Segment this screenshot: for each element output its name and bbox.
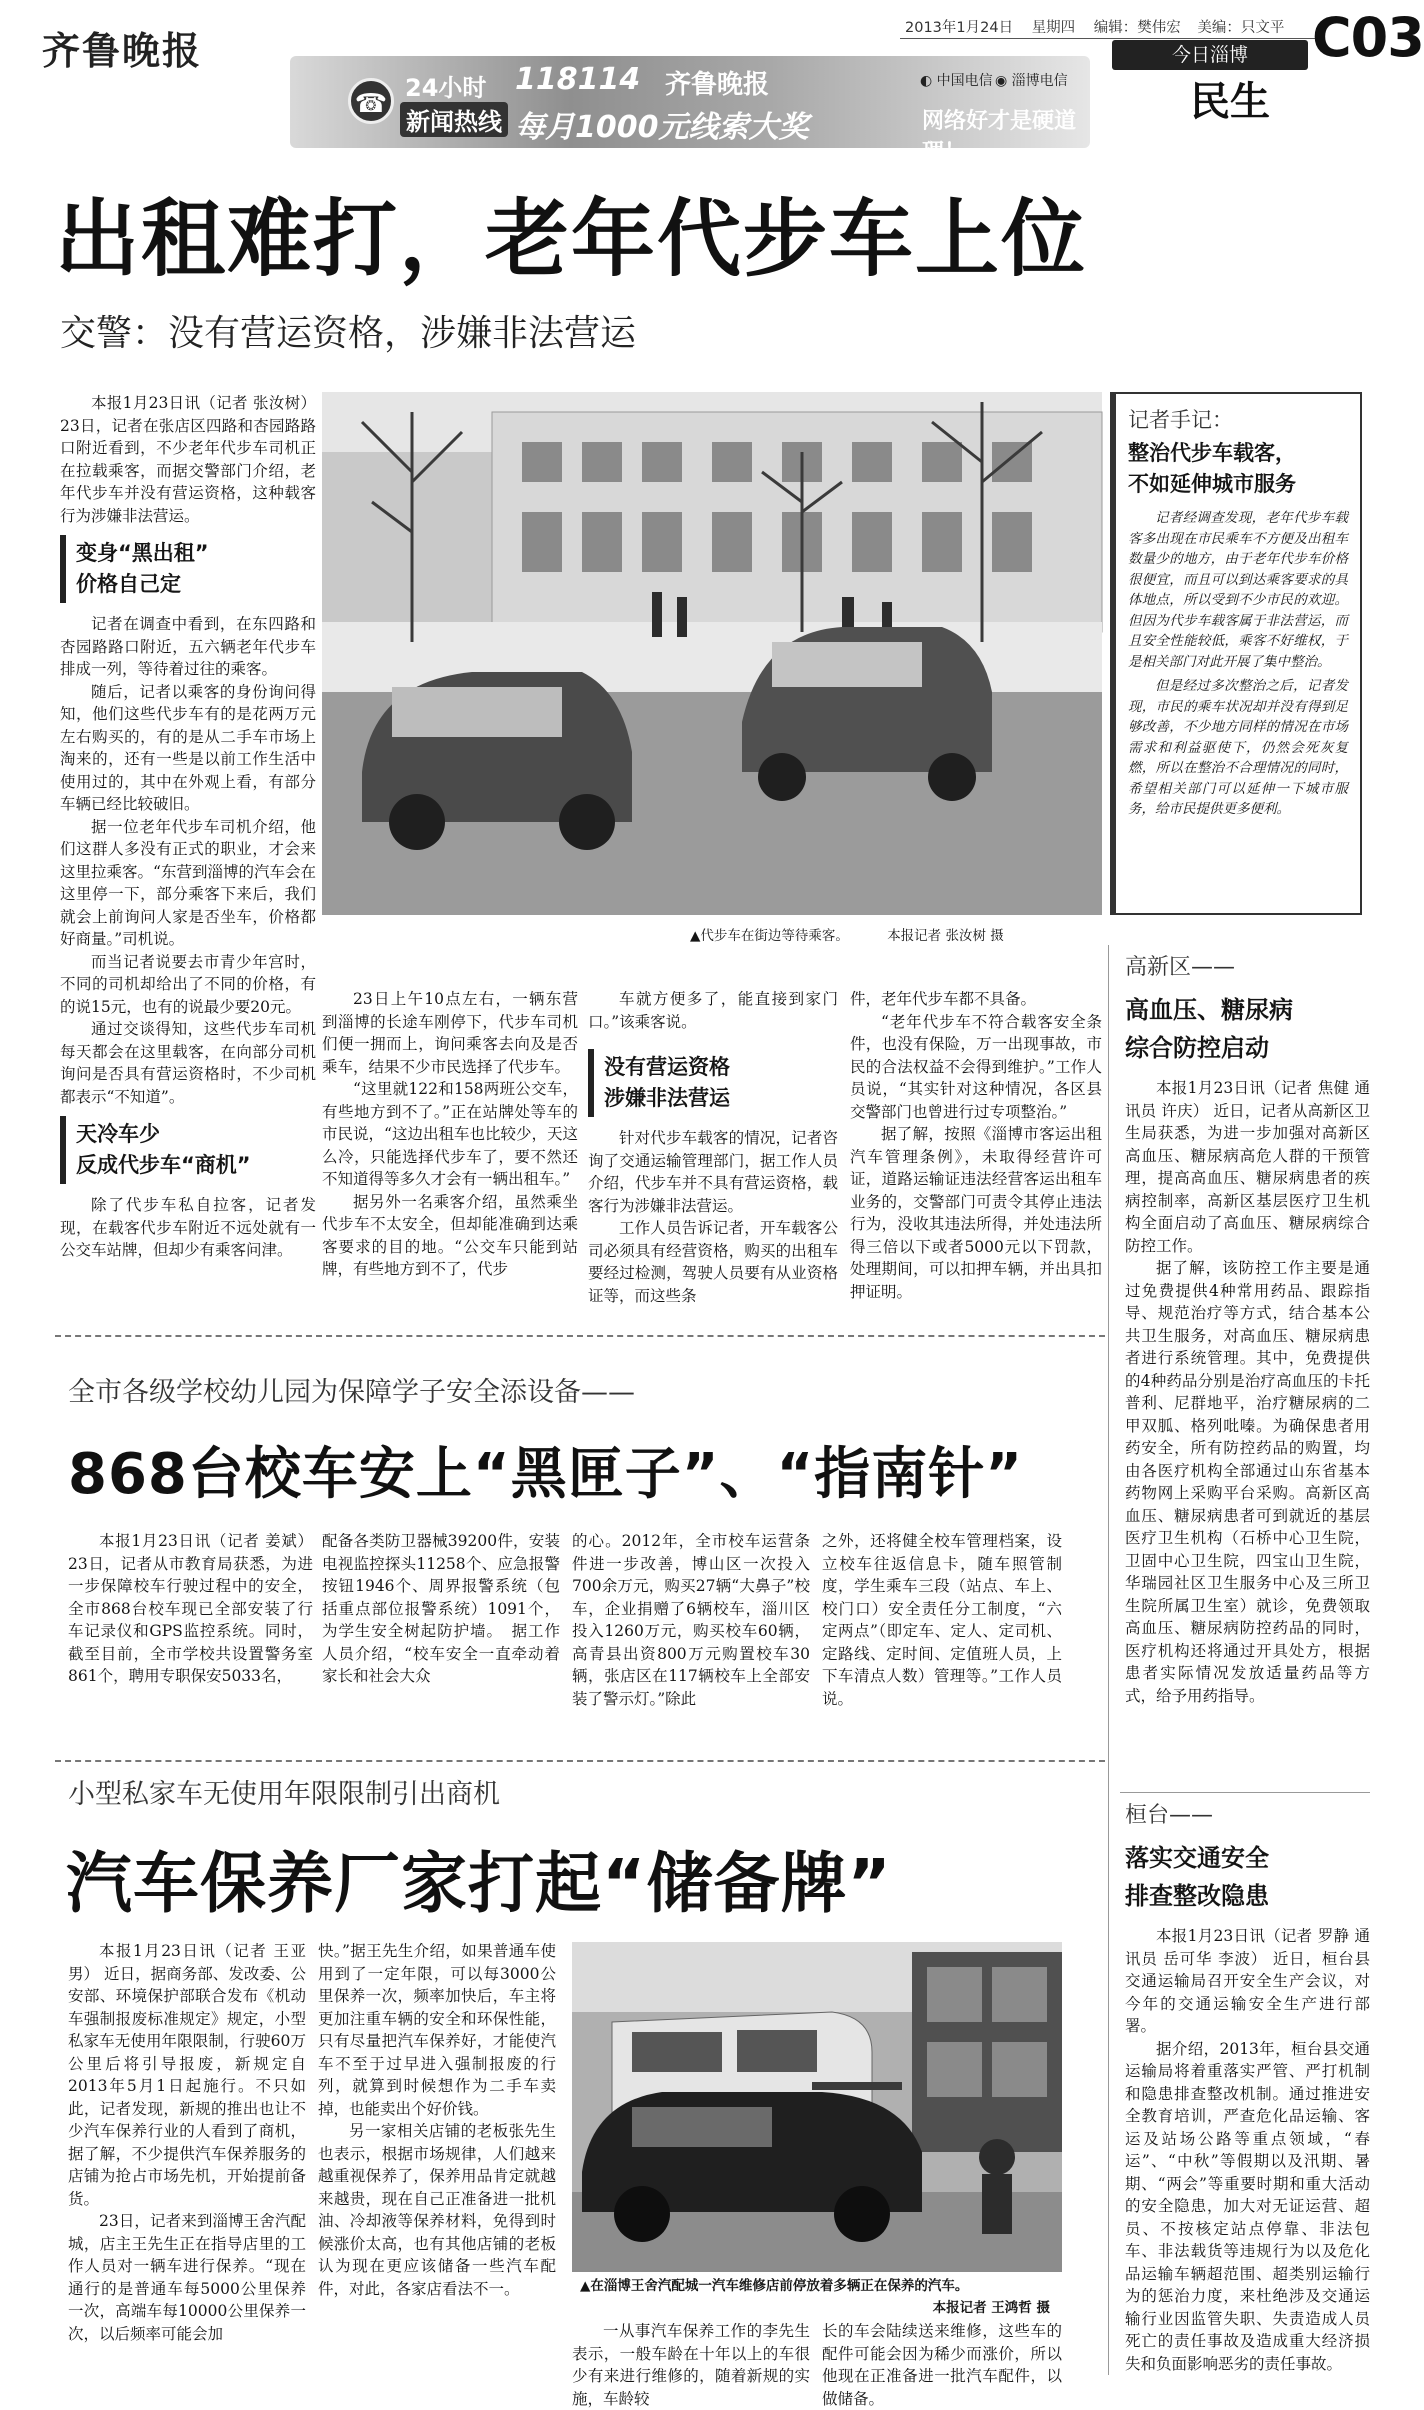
lead-photo-caption: ▲代步车在街边等待乘客。 本报记者 张汝树 摄: [690, 928, 1004, 944]
lead-paragraph: 23日上午10点左右，一辆东营到淄博的长途车刚停下，代步车司机们便一拥而上，询问乘客去向及是否乘车，结果不少市民选择了代步车。: [322, 990, 578, 1076]
sidebar-title: 高血压、糖尿病 综合防控启动: [1125, 996, 1293, 1062]
sidebar-story-gaoxin: [1125, 950, 1370, 1790]
school-headline: 868台校车安上“黑匣子”、“指南针”: [68, 1442, 1024, 1507]
issue-meta: [905, 16, 1284, 37]
car-column-1: [68, 1940, 306, 2370]
commentary-paragraph: 但是经过多次整治之后，记者发现，市民的乘车状况却并没有得到足够改善，不少地方同样的情况在市场需求和利益驱使下，仍然会死灰复燃，所以在整治不合理情况的同时，希望相关部门可以延伸一下城市服务，给市民提供更多便利。: [1128, 678, 1348, 817]
lead-subhead: 交警：没有营运资格，涉嫌非法营运: [60, 313, 637, 354]
sidebar-divider: [1108, 945, 1109, 2375]
banner-logo: 齐鲁晚报: [665, 70, 770, 100]
lead-column-4: [850, 988, 1102, 1328]
commentary-paragraph: 记者经调查发现，老年代步车载客多出现在市民乘车不方便及出租车数量少的地方，由于老年代步车价格很便宜，而且可以到达乘客要求的具体地点，所以受到不少市民的欢迎。但因为代步车载客属于非法营运，而且安全性能较低，乘客不好维权，于是相关部门对此开展了集中整治。: [1128, 510, 1348, 670]
section-title: 民生: [1190, 79, 1270, 125]
lead-paragraph: “这里就122和158两班公交车，有些地方到不了。”正在站牌处等车的市民说，“这边出租车也比较少，天这么冷，只能选择代步车了，要不然还不知道得等多久才会有一辆出租车。”: [322, 1080, 578, 1188]
sidebar-section-divider: [1120, 1792, 1370, 1793]
lead-subhead-1: 变身“黑出租” 价格自己定: [60, 535, 316, 603]
street-scene-illustration: [322, 392, 1102, 915]
car-column-2: [318, 1940, 556, 2370]
lead-paragraph: 车就方便多了，能直接到家门口。”该乘客说。: [588, 990, 838, 1031]
school-column-4: [822, 1530, 1062, 1760]
school-paragraph: 配备各类防卫器械39200件，安装电视监控探头11258个、应急报警按钮1946个、周界报警系统（包括重点部位报警系统）1091个，为学生安全树起防护墙。 据工作人员介绍，“校车安全一直牵动着家长和社会大众: [322, 1532, 560, 1685]
school-column-2: [322, 1530, 560, 1760]
phone-icon: ☎: [348, 78, 394, 124]
telecom-icon: ◐: [920, 73, 933, 89]
sidebar-paragraph: 据介绍，2013年，桓台县交通运输局将着重落实严管、严打机制和隐患排查整改机制。通过推进安全教育培训，严查危化品运输、客运及站场公路等重点领域，“春运”、“中秋”等假期以及汛期、暑期、“两会”等重要时期和重大活动的安全隐患，加大对无证运营、超员、不按核定站点停靠、非法包车、非法载货等违规行为以及危化品运输车辆超范围、超类别运输行为的惩治力度，来杜绝涉及交通运输行业因监管失职、失责造成人员死亡的责任事故及造成重大经济损失和负面影响恶劣的责任事故。: [1125, 2039, 1370, 2373]
masthead-logo: 齐鲁晚报: [42, 28, 203, 73]
section-divider: [55, 1760, 1105, 1762]
lead-paragraph: 工作人员告诉记者，开车载客公司必须具有经营资格，购买的出租车要经过检测，驾驶人员要有从业资格证等，而这些条: [588, 1219, 838, 1305]
commentary-tag: 记者手记：: [1128, 408, 1233, 432]
lead-column-3: [588, 988, 838, 1328]
sidebar-paragraph: 据了解，该防控工作主要是通过免费提供4种常用药品、跟踪指导、规范治疗等方式，结合基本公共卫生服务，对高血压、糖尿病患者进行系统管理。其中，免费提供的4种药品分别是治疗高血压的卡托普利、尼群地平，治疗糖尿病的二甲双胍、格列吡嗪。为确保患者用药安全，所有防控药品的购置，均由各医疗机构全部通过山东省基本药物网上采购平台采购。高新区高血压、糖尿病患者可到就近的基层医疗卫生机构（石桥中心卫生院，卫固中心卫生院，四宝山卫生院，华瑞园社区卫生服务中心及三所卫生院所属卫生室）就诊，免费领取高血压、糖尿病防控药品的同时，医疗机构还将通过开具处方，根据患者实际情况发放适量药品等方式，给予用药指导。: [1125, 1259, 1370, 1705]
sidebar-title: 落实交通安全 排查整改隐患: [1125, 1844, 1269, 1910]
banner-slogan: 网络好才是硬道理！: [922, 109, 1077, 165]
sidebar-paragraph: 本报1月23日讯（记者 焦健 通讯员 许庆） 近日，记者从高新区卫生局获悉，为进一步加强对高新区高血压、糖尿病高危人群的干预管理，提高高血压、糖尿病患者的疾病控制率，高新区基层医疗卫生机构全面启动了高血压、糖尿病综合防控工作。: [1125, 1079, 1370, 1255]
lead-paragraph: “老年代步车不符合载客安全条件，也没有保险，万一出现事故，市民的合法权益不会得到维护。”工作人员说，“其实针对这种情况，各区县交警部门也曾进行过专项整治。”: [850, 1012, 1102, 1121]
car-paragraph: 长的车会陆续送来维修，这些车的配件可能会因为稀少而涨价，所以他现在正准备进一批汽车配件，以做储备。: [822, 2322, 1062, 2408]
lead-paragraph: 据了解，按照《淄博市客运出租汽车管理条例》，未取得经营许可证，道路运输证违法经营客运出租车业务的，交警部门可责令其停止违法行为，没收其违法所得，并处违法所得三倍以下或者5000元以下罚款，处理期间，可以扣押车辆，并出具扣押证明。: [850, 1125, 1102, 1301]
lead-subhead-3: 没有营运资格 涉嫌非法营运: [588, 1049, 838, 1117]
sidebar-story-huantai: [1125, 1798, 1370, 2378]
car-headline: 汽车保养厂家打起“储备牌”: [66, 1845, 892, 1922]
weibo-logo: ◉ 淄博电信: [995, 73, 1068, 89]
weibo-icon: ◉: [995, 73, 1008, 89]
lead-paragraph: 针对代步车载客的情况，记者咨询了交通运输管理部门，据工作人员介绍，代步车并不具有营运资格，载客行为涉嫌非法营运。: [588, 1129, 838, 1215]
car-paragraph: 23日，记者来到淄博王舍汽配城，店主王先生正在指导店里的工作人员对一辆车进行保养。“现在通行的是普通车每5000公里保养一次，高端车每10000公里保养一次，以后频率可能会加: [68, 2212, 306, 2343]
page-number: C03: [1312, 6, 1424, 69]
hotline-label-a: 24小时: [405, 74, 487, 102]
hotline-banner: [290, 56, 1090, 165]
school-kicker: 全市各级学校幼儿园为保障学子安全添设备——: [68, 1377, 635, 1408]
lead-intro: 本报1月23日讯（记者 张汝树） 23日，记者在张店区四路和杏园路路口附近看到，不少老年代步车司机正在拉载乘客，而据交警部门介绍，老年代步车并没有营运资格，这种载客行为涉嫌非法营运。: [60, 394, 316, 525]
car-photo: [572, 1942, 1062, 2272]
lead-paragraph: 件，老年代步车都不具备。: [850, 990, 1037, 1008]
lead-paragraph: 而当记者说要去市青少年宫时，不同的司机却给出了不同的价格，有的说15元，也有的说最少要20元。: [60, 952, 316, 1016]
car-paragraph: 本报1月23日讯（记者 王亚男） 近日，据商务部、发改委、公安部、环境保护部联合发布《机动车强制报废标准规定》规定，小型私家车无使用年限限制，行驶60万公里后将引导报废，新规定自2013年5月1日起施行。不只如此，记者发现，新规的推出也让不少汽车保养行业的人看到了商机，据了解，不少提供汽车保养服务的店铺为抢占市场先机，开始提前备货。: [68, 1942, 306, 2208]
hotline-number: 118114: [515, 62, 641, 97]
section-divider: [55, 1335, 1105, 1337]
issue-weekday: 星期四: [1031, 20, 1076, 36]
school-column-3: [572, 1530, 810, 1760]
school-paragraph: 之外，还将健全校车管理档案，设立校车往返信息卡，随车照管制度，学生乘车三段（站点、车上、校门口）安全责任分工制度，“六定两点”（即定车、定人、定司机、定路线、定时间、定值班人员，上下车清点人数）管理等。”工作人员说。: [822, 1532, 1062, 1708]
school-paragraph: 本报1月23日讯（记者 姜斌） 23日，记者从市教育局获悉，为进一步保障校车行驶过程中的安全，全市868台校车现已全部安装了行车记录仪和GPS监控系统。同时，截至目前，全市学校共设置警务室861个，聘用专职保安5033名，: [68, 1532, 313, 1685]
car-paragraph: 一从事汽车保养工作的李先生表示，一般车龄在十年以上的车很少有来进行维修的，随着新规的实施，车龄较: [572, 2322, 810, 2408]
sidebar-paragraph: 本报1月23日讯（记者 罗静 通讯员 岳可华 李波） 近日，桓台县交通运输局召开安全生产会议，对今年的交通运输安全生产进行部署。: [1125, 1927, 1370, 2035]
garage-scene-illustration: [572, 1942, 1062, 2272]
lead-paragraph: 除了代步车私自拉客，记者发现，在载客代步车附近不远处就有一公交车站牌，但却少有乘客问津。: [60, 1196, 316, 1259]
school-paragraph: 的心。2012年，全市校车运营条件进一步改善，博山区一次投入700余万元，购买27辆“大鼻子”校车，企业捐赠了6辆校车，淄川区投入1260万元，购买校车60辆，高青县出资800万元购置校车30辆，张店区在117辆校车上全部安装了警示灯。”除此: [572, 1532, 810, 1708]
commentary-title: 整治代步车载客， 不如延伸城市服务: [1128, 441, 1296, 496]
commentary-box: [1110, 392, 1362, 915]
lead-paragraph: 随后，记者以乘客的身份询问得知，他们这些代步车有的是花两万元左右购买的，有的是从二手车市场上淘来的，还有一些是以前工作生活中使用过的，其中在外观上看，有部分车辆已经比较破旧。: [60, 682, 316, 813]
hotline-label-b: 新闻热线: [400, 102, 508, 137]
banner-prize: 每月1000元线索大奖: [515, 110, 809, 145]
car-paragraph: 另一家相关店铺的老板张先生也表示，根据市场规律，人们越来越重视保养了，保养用品肯定就越来越贵，现在自己正准备进一批机油、冷却液等保养材料，免得到时候涨价太高，也有其他店铺的老板认为现在更应该储备一些汽车配件，对此，各家店看法不一。: [318, 2122, 556, 2298]
car-column-4: [822, 2320, 1062, 2408]
telecom-logo: ◐ 中国电信: [920, 73, 993, 89]
lead-photo: [322, 392, 1102, 915]
car-kicker: 小型私家车无使用年限限制引出商机: [68, 1779, 500, 1810]
issue-date: 2013年1月24日: [905, 20, 1014, 36]
lead-column-2: [322, 988, 578, 1328]
car-paragraph: 快。”据王先生介绍，如果普通车使用到了一定年限，可以每3000公里保养一次，频率加快后，车主将更加注重车辆的安全和环保性能，只有尽量把汽车保养好，才能使汽车不至于过早进入强制报废的行列，就算到时候想作为二手车卖掉，也能卖出个好价钱。: [318, 1942, 556, 2118]
designer-credit: 美编：只文平: [1197, 20, 1285, 36]
editor-credit: 编辑：樊伟宏: [1093, 20, 1181, 36]
lead-paragraph: 记者在调查中看到，在东四路和杏园路路口附近，五六辆老年代步车排成一列，等待着过往的乘客。: [60, 615, 316, 678]
sidebar-tag: 桓台——: [1125, 1803, 1214, 1828]
lead-column-1: [60, 392, 316, 1327]
school-column-1: [68, 1530, 313, 1760]
section-region-tab: 今日淄博: [1112, 40, 1308, 70]
car-photo-caption: ▲在淄博王舍汽配城一汽车维修店前停放着多辆正在保养的汽车。 本报记者 王鸿哲 摄: [580, 2278, 1050, 2316]
sidebar-tag: 高新区——: [1125, 955, 1236, 980]
lead-headline: 出租难打，老年代步车上位: [55, 190, 1088, 288]
header-rule: [900, 38, 1315, 39]
lead-paragraph: 据一位老年代步车司机介绍，他们这群人多没有正式的职业，才会来这里拉乘客。“东营到淄博的汽车会在这里停一下，部分乘客下来后，我们就会上前询问人家是否坐车，价格都好商量。”司机说。: [60, 817, 316, 948]
car-column-3: [572, 2320, 810, 2408]
lead-subhead-2: 天冷车少 反成代步车“商机”: [60, 1116, 316, 1184]
lead-paragraph: 通过交谈得知，这些代步车司机每天都会在这里载客，在向部分司机询问是否具有营运资格时，不少司机都表示“不知道”。: [60, 1020, 316, 1106]
lead-paragraph: 据另外一名乘客介绍，虽然乘坐代步车不太安全，但却能准确到达乘客要求的目的地。“公交车只能到站牌，有些地方到不了，代步: [322, 1192, 578, 1278]
